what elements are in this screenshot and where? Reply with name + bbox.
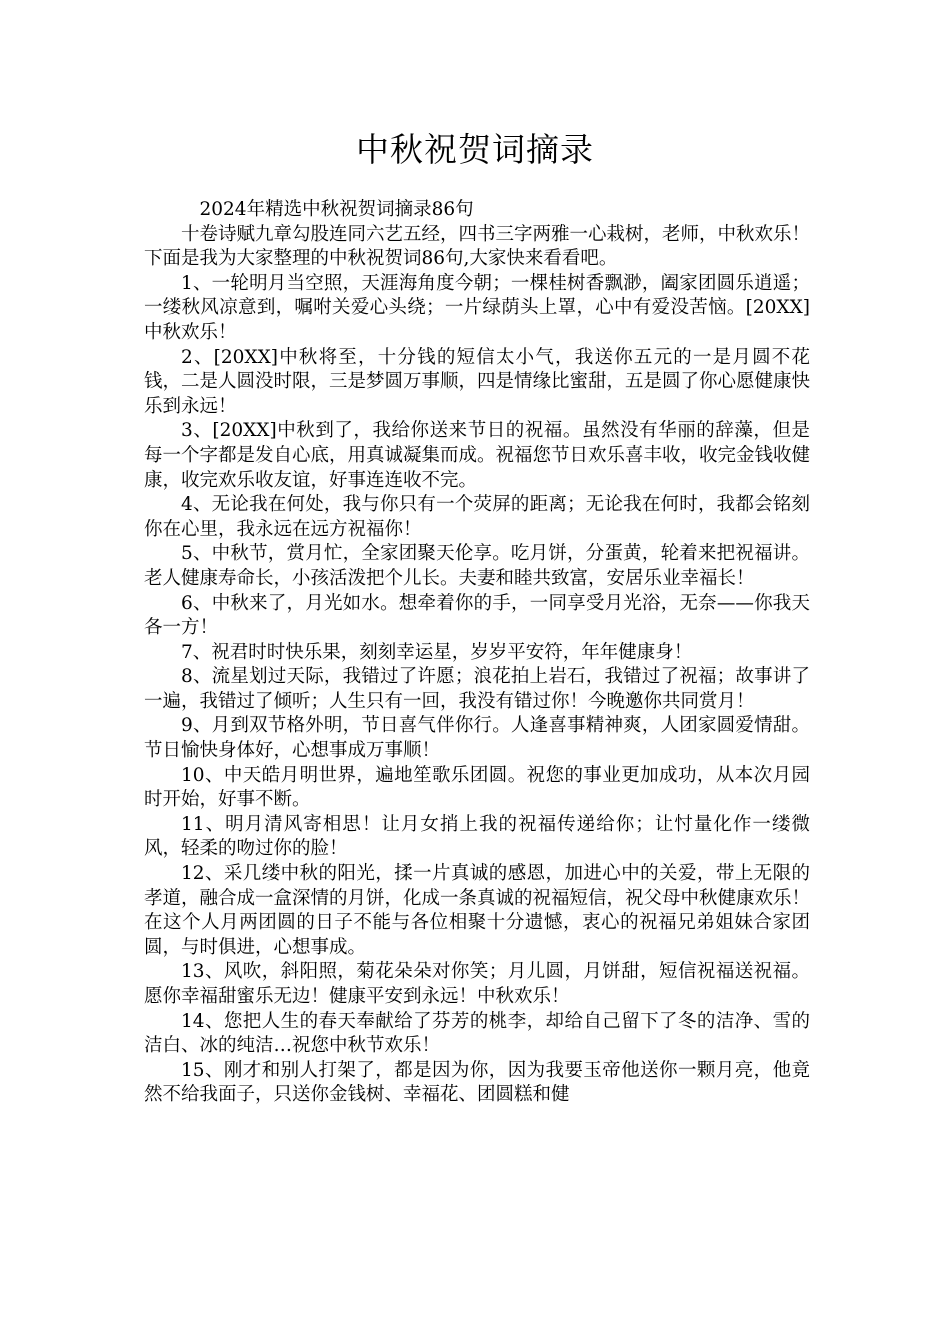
document-subtitle: 2024年精选中秋祝贺词摘录86句 — [199, 199, 474, 220]
greeting-item-9: 9、月到双节格外明，节日喜气伴你行。人逢喜事精神爽，人团家圆爱情甜。节日愉快身体好，心想事成万事顺！ — [144, 715, 810, 762]
document-body — [144, 198, 810, 1108]
greeting-item-6: 6、中秋来了，月光如水。想牵着你的手，一同享受月光浴，无奈——你我天各一方！ — [144, 592, 810, 639]
greeting-item-10: 10、中天皓月明世界，遍地笙歌乐团圆。祝您的事业更加成功，从本次月园时开始，好事不断。 — [144, 764, 810, 811]
greeting-item-3: 3、[20XX]中秋到了，我给你送来节日的祝福。虽然没有华丽的辞藻，但是每一个字都是发自心底，用真诚凝集而成。祝福您节日欢乐喜丰收，收完金钱收健康，收完欢乐收友谊，好事连连收不完。 — [144, 420, 811, 491]
greeting-item-7: 7、祝君时时快乐果，刻刻幸运星，岁岁平安符，年年健康身！ — [181, 641, 693, 663]
greeting-item-8: 8、流星划过天际，我错过了许愿；浪花拍上岩石，我错过了祝福；故事讲了一遍，我错过了倾听；人生只有一回，我没有错过你！今晚邀你共同赏月！ — [144, 666, 810, 712]
intro-paragraph: 十卷诗赋九章勾股连同六艺五经，四书三字两雅一心栽树，老师，中秋欢乐！下面是我为大家整理的中秋祝贺词86句,大家快来看看吧。 — [144, 223, 811, 270]
greeting-item-13: 13、风吹，斜阳照，菊花朵朵对你笑；月儿圆，月饼甜，短信祝福送祝福。愿你幸福甜蜜乐无边！健康平安到永远！中秋欢乐！ — [144, 961, 810, 1007]
greeting-item-15: 15、刚才和别人打架了，都是因为你，因为我要玉帝他送你一颗月亮，他竟然不给我面子，只送你金钱树、幸福花、团圆糕和健 — [144, 1059, 810, 1106]
greeting-item-5: 5、中秋节，赏月忙，全家团聚天伦享。吃月饼，分蛋黄，轮着来把祝福讲。老人健康寿命长，小孩活泼把个儿长。夫妻和睦共致富，安居乐业幸福长！ — [144, 543, 810, 589]
greeting-item-11: 11、明月清风寄相思！让月女捎上我的祝福传递给你；让忖量化作一缕微风，轻柔的吻过你的脸！ — [144, 813, 810, 860]
greeting-item-2: 2、[20XX]中秋将至，十分钱的短信太小气，我送你五元的一是月圆不花钱，二是人圆没时限，三是梦圆万事顺，四是情缘比蜜甜，五是圆了你心愿健康快乐到永远！ — [144, 346, 811, 417]
greeting-item-1: 1、一轮明月当空照，天涯海角度今朝；一棵桂树香飘渺，阖家团圆乐逍遥；一缕秋风凉意到，嘱咐关爱心头绕；一片绿荫头上罩，心中有爱没苦恼。[20XX]中秋欢乐！ — [144, 272, 810, 343]
greeting-item-12: 12、采几缕中秋的阳光，揉一片真诚的感恩，加进心中的关爱，带上无限的孝道，融合成一盒深情的月饼，化成一条真诚的祝福短信，祝父母中秋健康欢乐！在这个人月两团圆的日子不能与各位相聚十分遗憾，衷心的祝福兄弟姐妹合家团圆，与时俱进，心想事成。 — [144, 863, 811, 958]
document-title: 中秋祝贺词摘录 — [356, 130, 594, 169]
greeting-item-4: 4、无论我在何处，我与你只有一个荧屏的距离；无论我在何时，我都会铭刻你在心里，我永远在远方祝福你！ — [144, 494, 810, 540]
greeting-item-14: 14、您把人生的春天奉献给了芬芳的桃李，却给自己留下了冬的洁净、雪的洁白、冰的纯洁…祝您中秋节欢乐！ — [144, 1010, 810, 1057]
